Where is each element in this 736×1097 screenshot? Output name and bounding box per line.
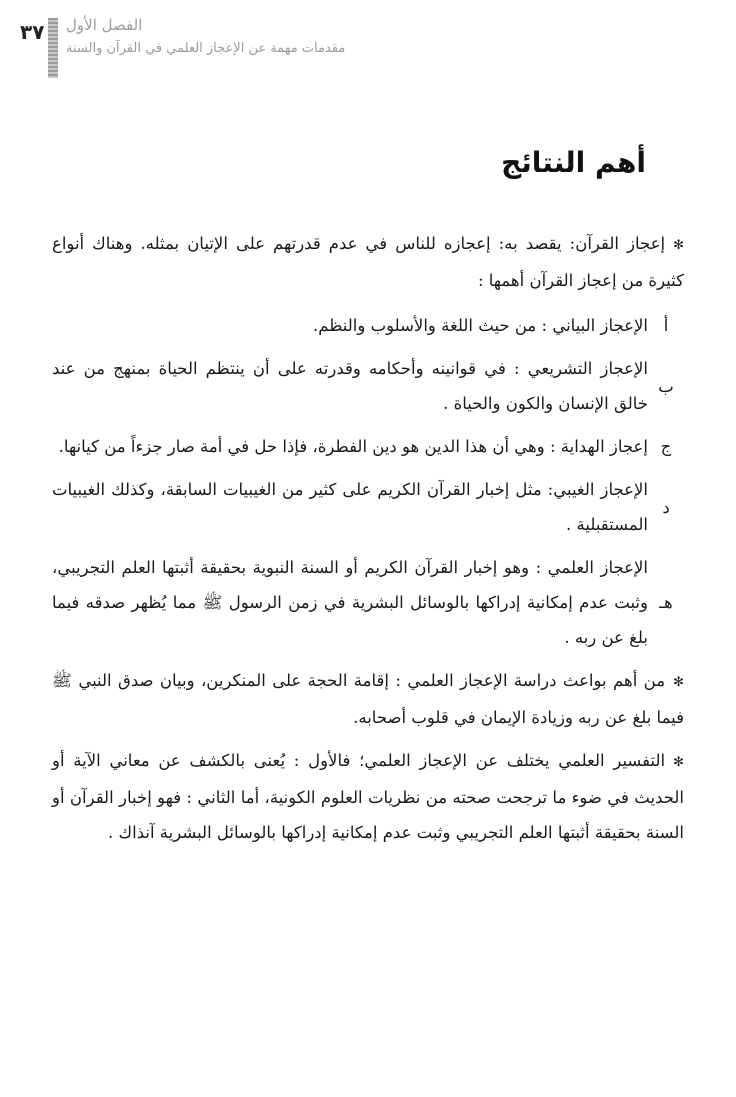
list-item-text: الإعجاز الغيبي: مثل إخبار القرآن الكريم على كثير من الغيبيات السابقة، وكذلك الغيبيات المستقبلية .	[52, 480, 648, 534]
list-item	[52, 550, 684, 655]
intro-text: إعجاز القرآن: يقصد به: إعجازه للناس في عدم قدرتهم على الإتيان بمثله. وهناك أنواع كثيرة من إعجاز القرآن أهمها :	[52, 234, 684, 290]
list-item-text: الإعجاز العلمي : وهو إخبار القرآن الكريم أو السنة النبوية بحقيقة أثبتها العلم التجريبي، وثبت عدم إمكانية إدراكها بالوسائل البشرية في زمن الرسول ﷺ مما يُظهر صدقه فيما بلغ عن ربه .	[52, 558, 648, 647]
list-item	[52, 351, 684, 421]
list-item-letter: د	[662, 497, 670, 517]
tafsir-text: التفسير العلمي يختلف عن الإعجاز العلمي؛ فالأول : يُعنى بالكشف عن معاني الآية أو الحديث في ضوء ما ترجحت صحته من نظريات العلوم الكونية، أما الثاني : فهو إخبار القرآن أو السنة بحقيقة أثبتها العلم التجريبي وثبت عدم إمكانية إدراكها بالوسائل البشرية آنذاك .	[52, 751, 684, 842]
star-bullet-icon: ✻	[673, 238, 684, 253]
list-item	[52, 308, 684, 343]
header-text	[66, 14, 396, 62]
list-item-text: إعجاز الهداية : وهي أن هذا الدين هو دين الفطرة، فإذا حل في أمة صار جزءاً من كيانها.	[58, 437, 648, 456]
list-item-text: الإعجاز التشريعي : في قوانينه وأحكامه وقدرته على أن ينتظم الحياة بمنهج من عند خالق الإنسان والكون والحياة .	[52, 359, 648, 413]
header-decorative-bar	[48, 18, 58, 78]
star-bullet-icon: ✻	[673, 675, 684, 690]
miracle-types-list	[52, 308, 684, 655]
intro-paragraph	[52, 226, 684, 298]
list-item-letter: أ	[663, 316, 669, 335]
motives-text: من أهم بواعث دراسة الإعجاز العلمي : إقامة الحجة على المنكرين، وبيان صدق النبي ﷺ فيما بلغ عن ربه وزيادة الإيمان في قلوب أصحابه.	[52, 671, 684, 727]
list-item-letter: ج	[660, 437, 672, 456]
star-bullet-icon: ✻	[673, 755, 684, 770]
page-body	[52, 226, 684, 858]
chapter-title: الفصل الأول	[66, 16, 143, 34]
tafsir-paragraph	[52, 743, 684, 850]
motives-paragraph	[52, 663, 684, 735]
list-item	[52, 429, 684, 464]
chapter-subtitle: مقدمات مهمة عن الإعجاز العلمي في القرآن والسنة	[66, 41, 346, 56]
list-item	[52, 472, 684, 542]
running-header	[20, 14, 720, 84]
list-item-text: الإعجاز البياني : من حيث اللغة والأسلوب والنظم.	[313, 316, 648, 335]
list-item-letter: هـ	[659, 593, 673, 612]
section-title: أهم النتائج	[501, 146, 646, 179]
list-item-letter: ب	[658, 376, 674, 396]
page-number: ٣٧	[20, 20, 45, 44]
